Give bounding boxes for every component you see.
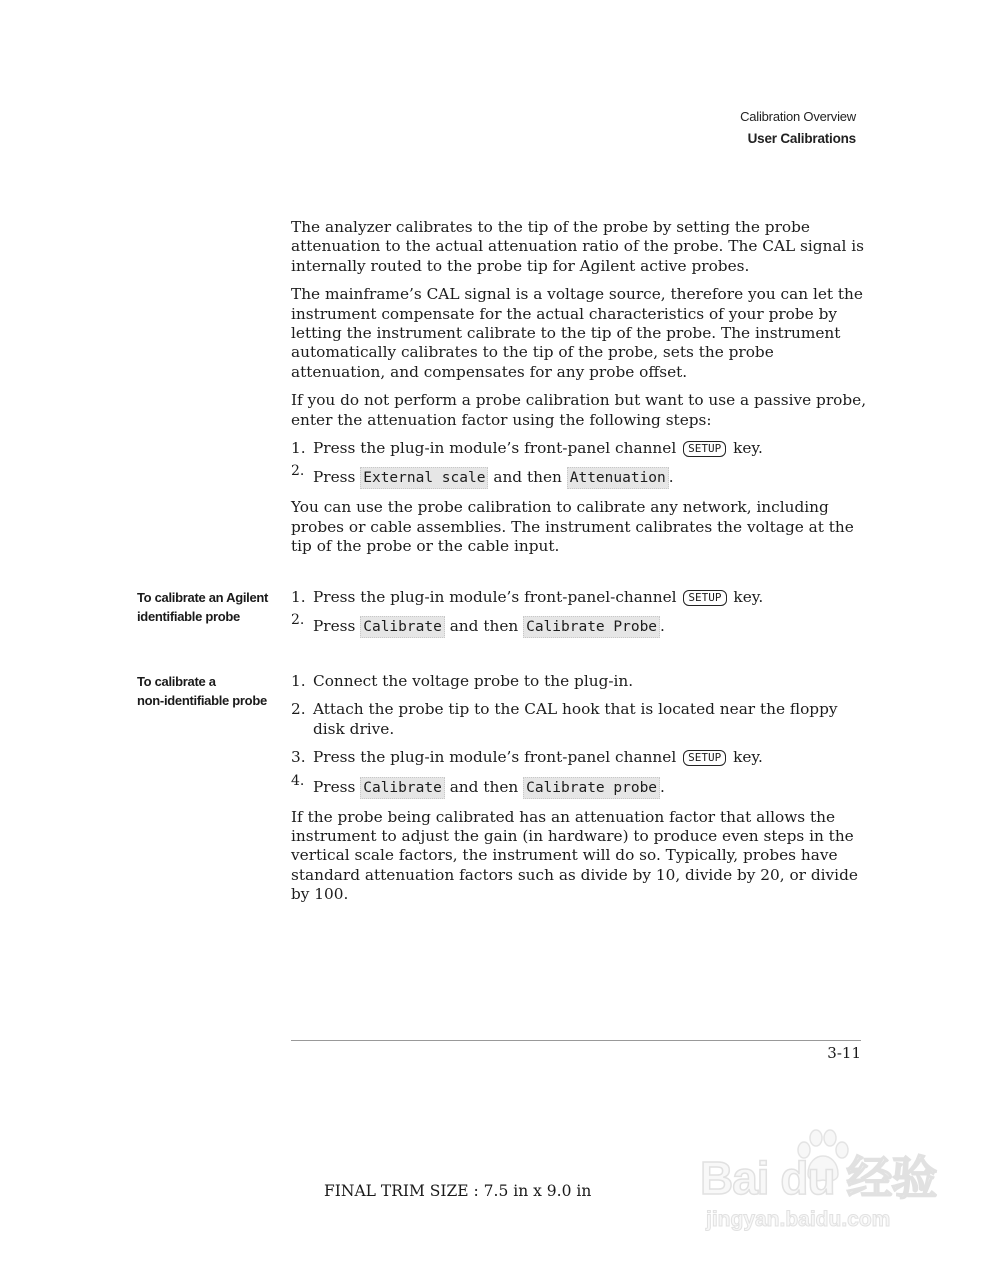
list-item — [291, 672, 871, 691]
step-number: 1. — [291, 439, 306, 458]
step-number: 1. — [291, 672, 306, 690]
step-text: Press Calibrate and then Calibrate Probe . — [313, 616, 871, 638]
calibrate-probe-softkey: Calibrate Probe — [523, 616, 660, 638]
watermark-logo: Bai du 经验 — [700, 1152, 937, 1204]
intro-paragraph-1: The analyzer calibrates to the tip of the probe by setting the probe attenuation to the actual attenuation ratio of the probe. The CAL signal is internally routed to the probe tip for Agilent active probes. — [291, 218, 865, 275]
step-number: 1. — [291, 588, 306, 606]
list-item — [291, 700, 871, 739]
step-text: Press the plug-in module’s front-panel channel SETUP key. — [313, 439, 763, 458]
attenuation-softkey: Attenuation — [567, 467, 669, 489]
intro-block — [291, 218, 871, 566]
page-number: 3-11 — [827, 1044, 861, 1062]
trim-size-note: FINAL TRIM SIZE : 7.5 in x 9.0 in — [324, 1182, 592, 1200]
section-title: Calibration Overview — [740, 109, 856, 124]
step-number: 2. — [291, 463, 305, 480]
list-item — [291, 463, 871, 489]
setup-hardkey: SETUP — [683, 750, 726, 766]
footer-divider — [291, 1040, 861, 1041]
step-text: Press Calibrate and then Calibrate probe . — [313, 777, 871, 799]
non-identifiable-probe-heading: To calibrate a non-identifiable probe — [137, 674, 267, 708]
step-number: 2. — [291, 612, 305, 629]
step-text: Press the plug-in module’s front-panel channel SETUP key. — [313, 748, 763, 767]
external-scale-softkey: External scale — [360, 467, 488, 489]
non-identifiable-probe-steps — [291, 672, 871, 914]
list-item — [291, 439, 871, 458]
step-text: Attach the probe tip to the CAL hook that is located near the floppy disk drive. — [313, 700, 838, 738]
intro-paragraph-4: You can use the probe calibration to calibrate any network, including probes or cable assemblies. The instrument calibrates the voltage at the tip of the probe or the cable input. — [291, 498, 854, 556]
closing-paragraph: If the probe being calibrated has an attenuation factor that allows the instrument to adjust the gain (in hardware) to produce even steps in the vertical scale factors, the instrument will do so. Typically, probes have standard attenuation factors such as divide by 10, divide by 20, or divide by 100. — [291, 807, 858, 904]
agilent-probe-steps — [291, 588, 871, 647]
list-item — [291, 612, 871, 638]
setup-hardkey: SETUP — [683, 590, 726, 606]
agilent-probe-heading: To calibrate an Agilent identifiable probe — [137, 590, 269, 624]
step-number: 4. — [291, 772, 305, 789]
running-head — [740, 106, 856, 150]
step-number: 2. — [291, 700, 306, 719]
step-text: Press External scale and then Attenuation . — [313, 467, 871, 489]
calibrate-probe-softkey: Calibrate probe — [523, 777, 660, 799]
calibrate-softkey: Calibrate — [360, 777, 445, 799]
baidu-watermark — [700, 1128, 940, 1248]
list-item — [291, 748, 871, 767]
step-text: Connect the voltage probe to the plug-in. — [313, 672, 634, 690]
calibrate-softkey: Calibrate — [360, 616, 445, 638]
list-item — [291, 772, 871, 799]
watermark-url: jingyan.baidu.com — [706, 1208, 891, 1231]
intro-paragraph-3: If you do not perform a probe calibration but want to use a passive probe, enter the attenuation factor using the following steps: — [291, 391, 867, 429]
list-item — [291, 588, 871, 607]
setup-hardkey: SETUP — [683, 441, 726, 457]
subsection-title: User Calibrations — [747, 131, 856, 146]
intro-paragraph-2: The mainframe’s CAL signal is a voltage source, therefore you can let the instrument compensate for the actual characteristics of your probe by letting the instrument calibrate to the tip of the probe. The instrument automatically calibrates to the tip of the probe, sets the probe attenuation, and compensates for any probe offset. — [291, 285, 863, 381]
step-text: Press the plug-in module’s front-panel-channel SETUP key. — [313, 588, 764, 606]
step-number: 3. — [291, 748, 306, 767]
